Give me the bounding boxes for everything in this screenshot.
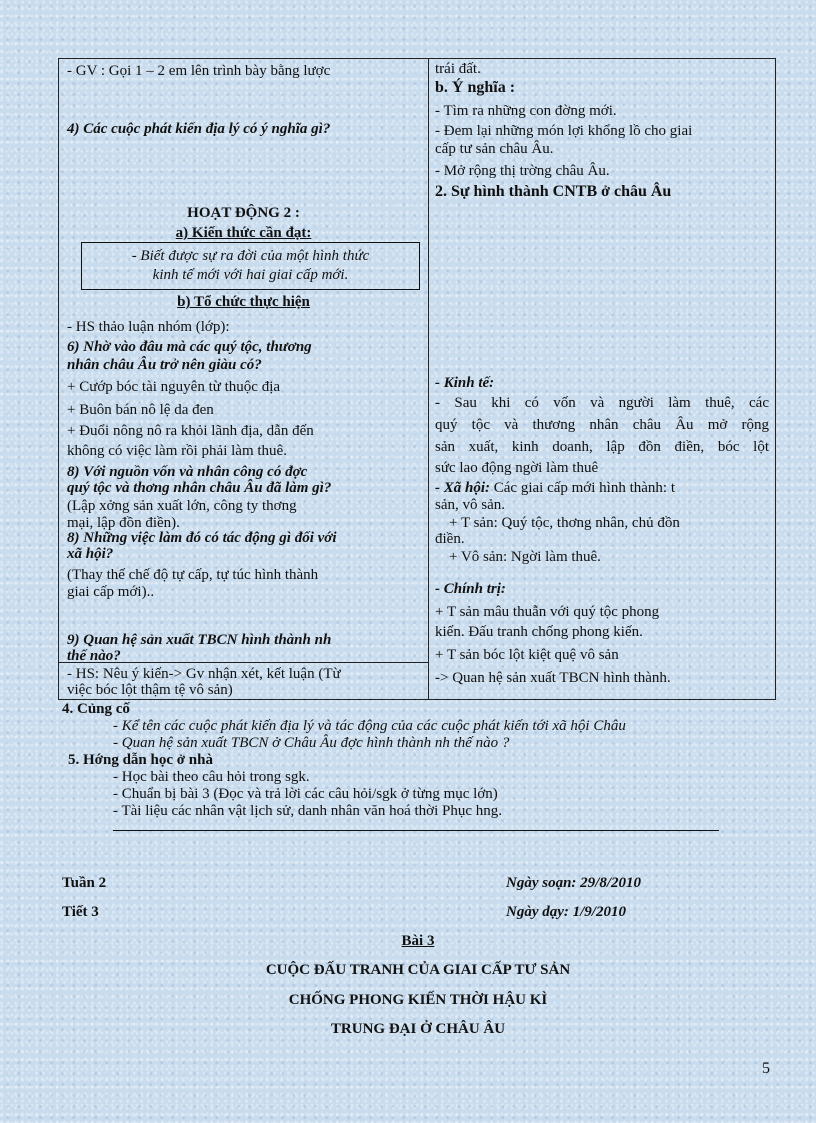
society-line-1	[435, 480, 675, 497]
society-label: - Xã hội:	[435, 480, 491, 496]
question-6-line-2: nhân châu Âu trở nên giàu có?	[67, 357, 262, 373]
right-top-line: trái đất.	[435, 61, 481, 77]
page-number: 5	[762, 1060, 770, 1077]
answer-8b-line-1: (Thay thế chế độ tự cấp, tự túc hình thành	[67, 567, 319, 583]
question-8a-line-1: 8) Với nguồn vốn và nhân công có đợc	[67, 464, 308, 480]
society-line-4: điền.	[435, 531, 465, 547]
answer-8a-line-2: mại, lập đồn điền).	[67, 515, 180, 531]
lesson-title-line-2: CHỐNG PHONG KIẾN THỜI HẬU KÌ	[288, 992, 548, 1008]
activity-2-title: HOẠT ĐỘNG 2 :	[187, 205, 300, 221]
answer-8b-line-2: giai cấp mới)..	[67, 584, 155, 600]
divider-rule	[113, 830, 719, 831]
organization-title: b) Tổ chức thực hiện	[177, 294, 310, 310]
answer-8a-line-1: (Lập xởng sản xuất lớn, công ty thơng	[67, 498, 297, 514]
content-column	[429, 59, 776, 700]
society-line-3: + T sản: Quý tộc, thơng nhân, chủ đồn	[449, 515, 680, 531]
lesson-number: Bài 3	[401, 933, 435, 949]
meaning-line-3: - Mở rộng thị trờng châu Âu.	[435, 163, 610, 179]
goal-line-2: kinh tế mới với hai giai cấp mới.	[152, 267, 349, 283]
activity-column	[59, 59, 429, 700]
section-5-title: 5. Hớng dẫn học ở nhà	[68, 752, 213, 768]
answer-6-line-1: + Cướp bóc tài nguyên từ thuộc địa	[67, 379, 281, 395]
section-5-line-1: - Học bài theo câu hỏi trong sgk.	[113, 769, 310, 785]
question-8b-line-2: xã hội?	[67, 546, 114, 562]
meaning-title: b. Ý nghĩa :	[435, 79, 516, 96]
lesson-title-line-3: TRUNG ĐẠI Ở CHÂU ÂU	[330, 1021, 506, 1037]
politics-line-1: + T sản mâu thuẫn với quý tộc phong	[435, 604, 660, 620]
section-5-line-2: - Chuẩn bị bài 3 (Đọc và trả lời các câu hỏi/sgk ở từng mục lớn)	[113, 786, 498, 802]
question-4: 4) Các cuộc phát kiến địa lý có ý nghĩa gì?	[67, 121, 331, 137]
lesson-title-line-1: CUỘC ĐẤU TRANH CỦA GIAI CẤP TƯ SẢN	[265, 962, 571, 978]
economy-line-2: quý tộc và thương nhân châu Âu mở rộng	[435, 417, 769, 433]
hs-group-line: - HS thảo luận nhóm (lớp):	[67, 319, 230, 335]
lesson-table	[58, 58, 776, 700]
answer-6-line-4: không có việc làm rồi phải làm thuê.	[67, 443, 287, 459]
section-4-line-1: - Kể tên các cuộc phát kiến địa lý và tác động của các cuộc phát kiến tới xã hội Châu	[113, 718, 626, 734]
question-8a-line-2: quý tộc và thơng nhân châu Âu đã làm gì?	[67, 480, 332, 496]
economy-line-3: sản xuất, kinh doanh, lập đồn điền, bóc lột	[435, 439, 769, 455]
section-5-line-3: - Tài liệu các nhân vật lịch sử, danh nhân văn hoá thời Phục hng.	[113, 803, 503, 819]
answer-9-line-1: - HS: Nêu ý kiến-> Gv nhận xét, kết luận (Từ	[67, 666, 341, 682]
section-2-title: 2. Sự hình thành CNTB ở châu Âu	[435, 183, 672, 200]
society-line-5: + Vô sản: Ngời làm thuê.	[449, 549, 601, 565]
gv-line: - GV : Gọi 1 – 2 em lên trình bày bằng lược	[67, 63, 331, 79]
politics-line-4: -> Quan hệ sản xuất TBCN hình thành.	[435, 670, 671, 686]
answer-9-line-2: việc bóc lột thậm tệ vô sản)	[67, 682, 233, 698]
knowledge-goal-box	[81, 242, 420, 290]
question-9-line-1: 9) Quan hệ sản xuất TBCN hình thành nh	[67, 632, 332, 648]
economy-line-4: sức lao động ngời làm thuê	[435, 460, 599, 476]
question-8b-line-1: 8) Những việc làm đó có tác động gì đối với	[67, 530, 337, 546]
question-9-line-2: thế nào?	[67, 648, 121, 664]
economy-line-1: - Sau khi có vốn và người làm thuê, các	[435, 395, 769, 411]
teach-date: Ngày dạy: 1/9/2010	[506, 904, 626, 920]
answer-6-line-2: + Buôn bán nô lệ da đen	[67, 402, 214, 418]
goal-line-1: - Biết được sự ra đời của một hình thức	[131, 248, 370, 264]
politics-line-3: + T sản bóc lột kiệt quệ vô sản	[435, 647, 619, 663]
week-label: Tuần 2	[62, 875, 107, 891]
meaning-line-2a: - Đem lại những món lợi khổng lồ cho giai	[435, 123, 693, 139]
prep-date: Ngày soạn: 29/8/2010	[506, 875, 641, 891]
society-text: Các giai cấp mới hình thành: t	[493, 480, 675, 496]
period-label: Tiết 3	[62, 904, 99, 920]
section-4-line-2: - Quan hệ sản xuất TBCN ở Châu Âu đợc hình thành nh thế nào ?	[113, 735, 510, 751]
politics-title: - Chính trị:	[435, 581, 506, 597]
section-4-title: 4. Củng cố	[62, 701, 130, 717]
question-6-line-1: 6) Nhờ vào đâu mà các quý tộc, thương	[67, 339, 312, 355]
society-line-2: sản, vô sản.	[435, 497, 505, 513]
economy-title: - Kinh tế:	[435, 375, 495, 391]
meaning-line-2b: cấp tư sản châu Âu.	[435, 141, 554, 157]
knowledge-goal-title: a) Kiến thức cần đạt:	[175, 225, 312, 241]
meaning-line-1: - Tìm ra những con đờng mới.	[435, 103, 617, 119]
row-divider	[59, 662, 428, 663]
answer-6-line-3: + Đuổi nông nô ra khỏi lãnh địa, dẫn đến	[67, 423, 314, 439]
politics-line-2: kiến. Đấu tranh chống phong kiến.	[435, 624, 643, 640]
